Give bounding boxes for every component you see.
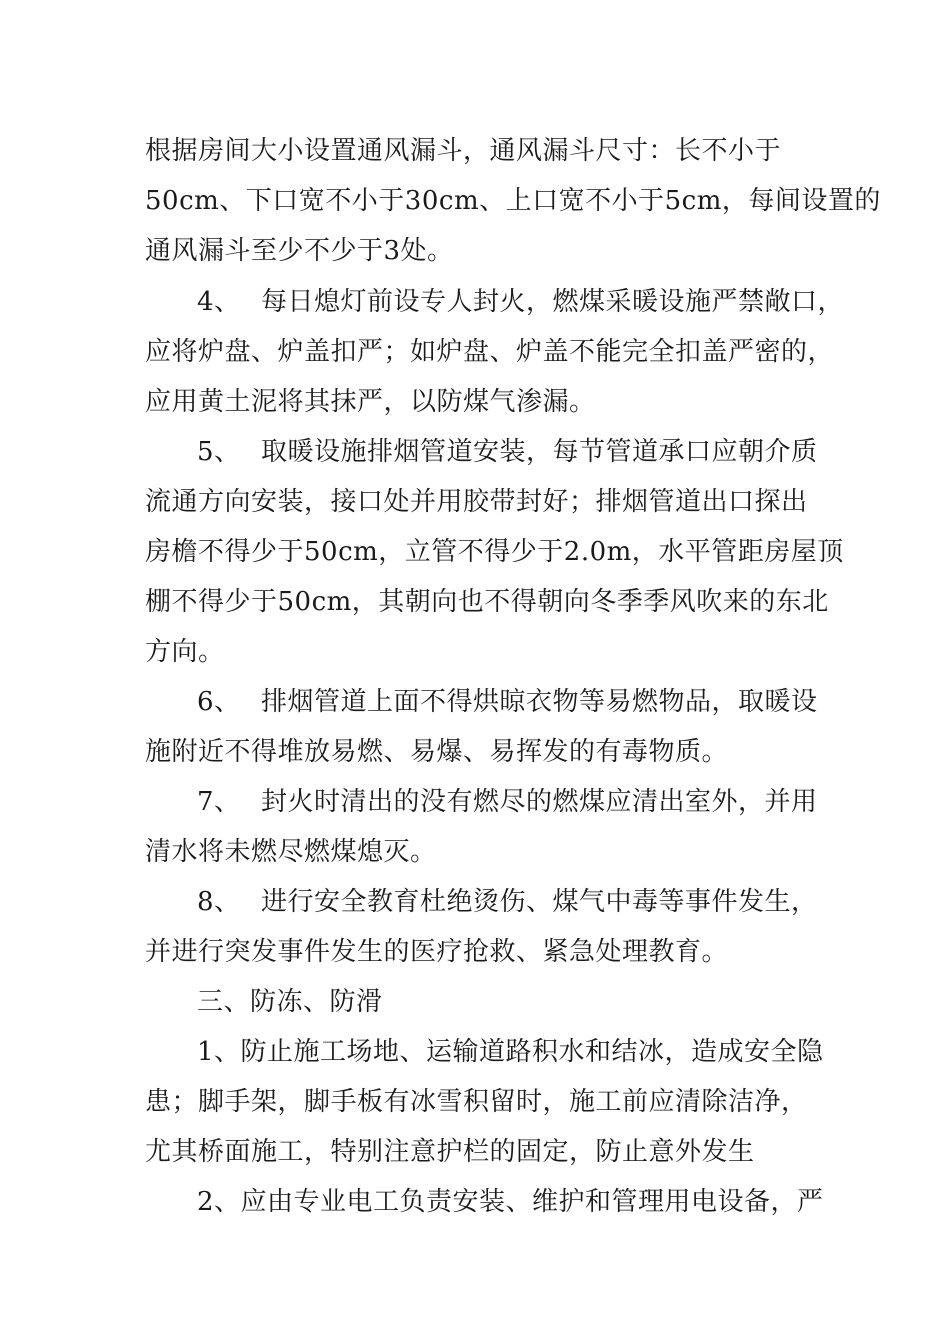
body-line: 患；脚手架，脚手板有冰雪积留时，施工前应清除洁净， (145, 1087, 808, 1117)
list-item (197, 435, 818, 469)
body-line: 通风漏斗至少不少于3处。 (145, 236, 454, 266)
body-line: 尤其桥面施工，特别注意护栏的固定，防止意外发生 (145, 1137, 755, 1167)
body-line: 流通方向安装，接口处并用胶带封好；排烟管道出口探出 (145, 487, 808, 517)
body-line: 根据房间大小设置通风漏斗，通风漏斗尺寸：长不小于 (145, 136, 782, 166)
body-line: 50cm、下口宽不小于30cm、上口宽不小于5cm，每间设置的 (145, 186, 881, 216)
item-text: 取暖设施排烟管道安装，每节管道承口应朝介质 (261, 437, 818, 467)
list-item (197, 785, 818, 819)
body-line: 2、应由专业电工负责安装、维护和管理用电设备，严 (197, 1187, 824, 1217)
item-number: 8、 (197, 887, 241, 917)
item-text: 排烟管道上面不得烘晾衣物等易燃物品，取暖设 (261, 687, 818, 717)
section-heading: 三、防冻、防滑 (197, 987, 383, 1017)
list-item (197, 285, 844, 319)
body-line: 房檐不得少于50cm，立管不得少于2.0m，水平管距房屋顶 (145, 537, 844, 567)
body-line: 棚不得少于50cm，其朝向也不得朝向冬季季风吹来的东北 (145, 587, 829, 617)
item-text: 进行安全教育杜绝烫伤、煤气中毒等事件发生， (261, 887, 818, 917)
body-line: 应将炉盘、炉盖扣严；如炉盘、炉盖不能完全扣盖严密的， (145, 337, 835, 367)
body-line: 施附近不得堆放易燃、易爆、易挥发的有毒物质。 (145, 737, 729, 767)
body-line: 应用黄土泥将其抹严，以防煤气渗漏。 (145, 387, 596, 417)
body-line: 清水将未燃尽燃煤熄灭。 (145, 837, 437, 867)
item-number: 7、 (197, 787, 241, 817)
item-number: 4、 (197, 287, 241, 317)
item-text: 每日熄灯前设专人封火，燃煤采暖设施严禁敞口， (261, 287, 845, 317)
body-line: 并进行突发事件发生的医疗抢救、紧急处理教育。 (145, 937, 729, 967)
item-text: 封火时清出的没有燃尽的燃煤应清出室外，并用 (261, 787, 818, 817)
list-item (197, 885, 818, 919)
item-number: 6、 (197, 687, 241, 717)
body-line: 方向。 (145, 637, 225, 667)
list-item (197, 685, 818, 719)
body-line: 1、防止施工场地、运输道路积水和结冰，造成安全隐 (197, 1037, 824, 1067)
item-number: 5、 (197, 437, 241, 467)
